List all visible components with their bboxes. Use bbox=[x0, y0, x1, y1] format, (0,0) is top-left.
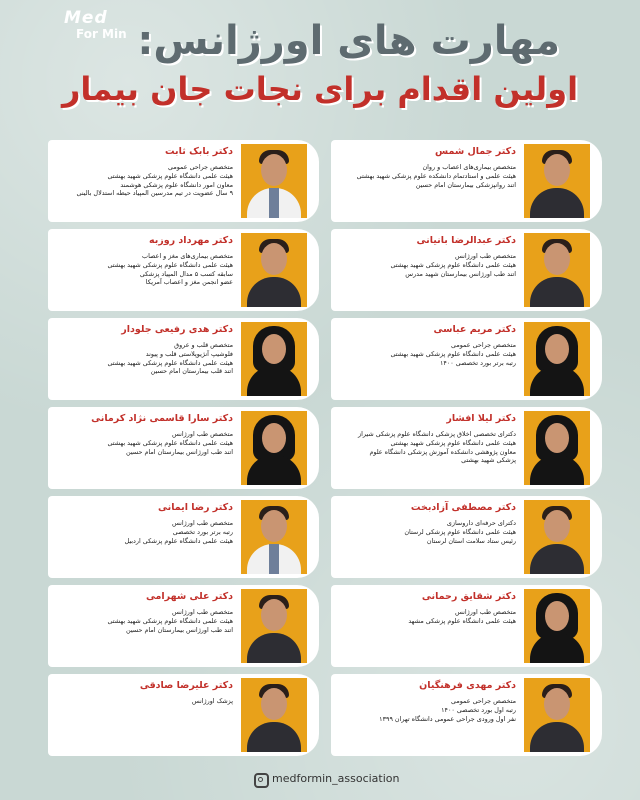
doctor-credential: متخصص طب اورژانس bbox=[454, 252, 516, 260]
doctor-credential: متخصص بیماری‌های مغز و اعصاب bbox=[142, 252, 233, 260]
doctor-credential: متخصص طب اورژانس bbox=[171, 608, 233, 616]
doctor-name: دکتر عبدالرضا بانیانی bbox=[416, 235, 516, 246]
doctor-credential: اتند طب اورژانس بیمارستان امام حسین bbox=[126, 447, 233, 456]
doctor-credential: متخصص طب اورژانس bbox=[171, 430, 233, 438]
doctor-credential: پزشکی شهید بهشتی bbox=[461, 456, 516, 465]
doctor-credential: ۹ سال عضویت در تیم مدرسین المپیاد حیطه استدلال بالینی bbox=[76, 189, 233, 198]
doctor-credential: معاون امور دانشگاه علوم پزشکی هوشمند bbox=[120, 180, 233, 189]
doctor-name: دکتر لیلا افشار bbox=[446, 413, 516, 424]
doctor-card bbox=[48, 496, 319, 578]
doctor-card bbox=[48, 318, 319, 400]
doctor-credential: اتند قلب بیمارستان امام حسین bbox=[150, 367, 233, 376]
page-title: مهارت های اورژانس: bbox=[137, 18, 560, 64]
doctor-credential: هیئت علمی دانشگاه علوم پزشکی شهید بهشتی bbox=[390, 349, 516, 358]
doctor-credential: دکترای حرفه‌ای داروسازی bbox=[446, 519, 516, 527]
doctor-card bbox=[331, 140, 602, 222]
doctor-photo bbox=[241, 144, 307, 218]
doctor-card bbox=[48, 140, 319, 222]
doctor-card bbox=[48, 407, 319, 489]
doctor-credential: هیئت علمی دانشگاه علوم پزشکی شهید بهشتی bbox=[390, 260, 516, 269]
doctor-credential: متخصص قلب و عروق bbox=[174, 341, 233, 349]
doctor-photo bbox=[524, 144, 590, 218]
doctor-credential: اتند طب اورژانس بیمارستان شهید مدرس bbox=[405, 269, 516, 278]
doctor-credential: هیئت علمی دانشگاه علوم پزشکی شهید بهشتی bbox=[390, 438, 516, 447]
doctor-card bbox=[48, 674, 319, 756]
doctor-credential: متخصص جراحی عمومی bbox=[168, 163, 233, 171]
doctor-card bbox=[331, 318, 602, 400]
doctor-credential: هیئت علمی دانشگاه علوم پزشکی شهید بهشتی bbox=[107, 616, 233, 625]
doctor-name: دکتر بابک ثابت bbox=[165, 146, 233, 157]
doctor-credential: هیئت علمی دانشگاه علوم پزشکی مشهد bbox=[408, 616, 516, 625]
instagram-handle[interactable]: medformin_association bbox=[272, 772, 400, 785]
doctor-credential: معاون پژوهشی دانشکده آموزش پزشکی دانشگاه علوم bbox=[369, 447, 516, 456]
doctor-credential: هیئت علمی دانشگاه علوم پزشکی شهید بهشتی bbox=[107, 171, 233, 180]
doctor-card bbox=[331, 407, 602, 489]
brand-line1: Med bbox=[64, 8, 108, 28]
doctor-name: دکتر مهرداد روزبه bbox=[148, 235, 233, 246]
doctor-name: دکتر سارا قاسمی نژاد کرمانی bbox=[91, 413, 233, 424]
doctor-credential: اتند طب اورژانس بیمارستان امام حسین bbox=[126, 625, 233, 634]
doctor-photo bbox=[524, 233, 590, 307]
doctor-credential: هیئت علمی دانشگاه علوم پزشکی شهید بهشتی bbox=[107, 438, 233, 447]
doctor-name: دکتر مریم عباسی bbox=[433, 324, 516, 335]
doctor-credential: متخصص جراحی عمومی bbox=[451, 341, 516, 349]
doctor-photo bbox=[241, 500, 307, 574]
doctor-credential: هیئت علمی دانشگاه علوم پزشکی شهید بهشتی bbox=[107, 260, 233, 269]
doctor-photo bbox=[241, 411, 307, 485]
brand-line2: For Min bbox=[76, 27, 127, 41]
doctor-photo bbox=[524, 411, 590, 485]
doctor-credential: هیئت علمی و استادتمام دانشکده علوم پزشکی شهید بهشتی bbox=[356, 171, 516, 180]
doctor-name: دکتر جمال شمس bbox=[435, 146, 516, 157]
doctor-photo bbox=[524, 322, 590, 396]
doctor-credential: اتند روانپزشکی بیمارستان امام حسین bbox=[415, 180, 516, 189]
doctor-name: دکتر رضا ایمانی bbox=[158, 502, 233, 513]
doctor-card bbox=[48, 585, 319, 667]
doctor-card bbox=[48, 229, 319, 311]
doctor-name: دکتر علیرضا صادقی bbox=[139, 680, 233, 691]
doctor-card bbox=[331, 229, 602, 311]
doctor-credential: رتبه برتر بورد تخصصی bbox=[172, 527, 233, 536]
doctor-credential: نفر اول ورودی جراحی عمومی دانشگاه تهران ۱۳۹۹ bbox=[379, 714, 516, 723]
page-subtitle: اولین اقدام برای نجات جان بیمار bbox=[61, 70, 579, 108]
doctor-photo bbox=[241, 589, 307, 663]
doctor-photo bbox=[241, 233, 307, 307]
doctor-credential: رئیس ستاد سلامت استان لرستان bbox=[426, 536, 516, 545]
doctor-credential: رتبه برتر بورد تخصصی ۱۴۰۰ bbox=[439, 358, 516, 367]
doctor-name: دکتر هدی رفیعی جلودار bbox=[121, 324, 233, 335]
doctor-credential: سابقه کسب ۵ مدال المپیاد پزشکی bbox=[139, 269, 233, 278]
footer bbox=[0, 770, 640, 800]
doctor-card bbox=[331, 496, 602, 578]
doctor-photo bbox=[524, 500, 590, 574]
doctor-credential: متخصص طب اورژانس bbox=[171, 519, 233, 527]
doctor-credential: دکترای تخصصی اخلاق پزشکی دانشگاه علوم پزشکی شیراز bbox=[358, 430, 516, 438]
doctor-credential: هیئت علمی دانشگاه علوم پزشکی لرستان bbox=[404, 527, 516, 536]
doctor-credential: عضو انجمن مغز و اعصاب آمریکا bbox=[145, 278, 233, 287]
doctor-card bbox=[331, 585, 602, 667]
instagram-icon[interactable] bbox=[254, 773, 269, 788]
doctor-photo bbox=[524, 589, 590, 663]
doctor-name: دکتر مصطفی آزادبخت bbox=[410, 502, 516, 513]
doctor-credential: هیئت علمی دانشگاه علوم پزشکی اردبیل bbox=[124, 536, 233, 545]
doctor-credential: پزشک اورژانس bbox=[191, 697, 233, 705]
doctor-name: دکتر شقایق رحمانی bbox=[421, 591, 516, 602]
doctor-credential: رتبه اول بورد تخصصی ۱۴۰۰ bbox=[441, 705, 516, 714]
doctor-credential: متخصص جراحی عمومی bbox=[451, 697, 516, 705]
doctor-photo bbox=[524, 678, 590, 752]
doctor-name: دکتر علی شهرامی bbox=[145, 591, 233, 602]
doctor-credential: هیئت علمی دانشگاه علوم پزشکی شهید بهشتی bbox=[107, 358, 233, 367]
doctor-photo bbox=[241, 322, 307, 396]
doctor-credential: متخصص طب اورژانس bbox=[454, 608, 516, 616]
doctor-card bbox=[331, 674, 602, 756]
doctor-credential: متخصص بیماری‌های اعصاب و روان bbox=[422, 163, 516, 171]
doctor-name: دکتر مهدی فرهنگیان bbox=[419, 680, 516, 691]
doctor-photo bbox=[241, 678, 307, 752]
doctor-credential: فلوشیپ آنژیوپلاستی قلب و پیوند bbox=[145, 349, 233, 358]
